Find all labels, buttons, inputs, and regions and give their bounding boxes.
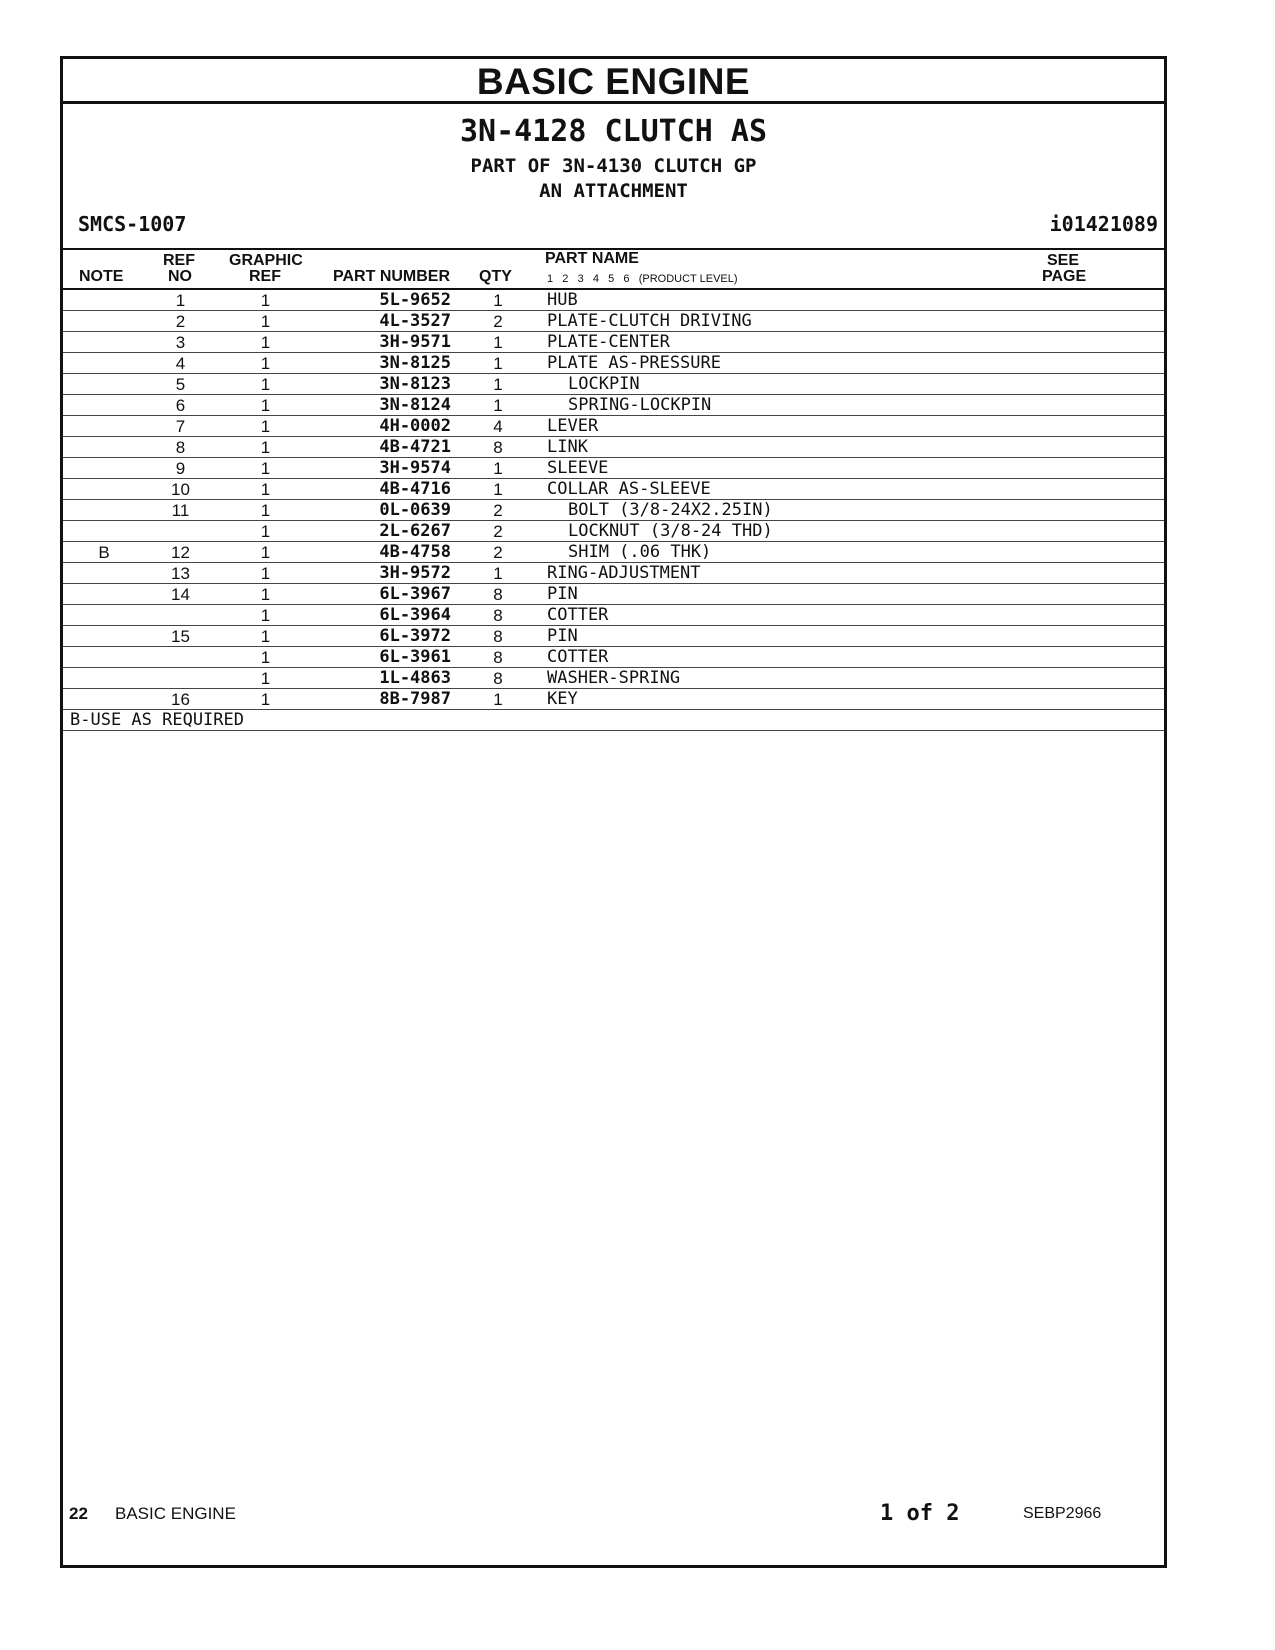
col-see-bottom: PAGE xyxy=(1042,268,1087,285)
part-name-cell: COLLAR AS-SLEEVE xyxy=(547,479,711,499)
col-qty: QTY xyxy=(479,268,512,285)
table-row xyxy=(63,311,1164,332)
graphic-ref-cell: 1 xyxy=(260,354,271,373)
graphic-ref-cell: 1 xyxy=(260,480,271,499)
part-name-cell: BOLT (3/8-24X2.25IN) xyxy=(568,500,773,520)
ref-number-cell: 9 xyxy=(175,459,186,478)
footnote-row xyxy=(63,710,1164,731)
quantity-cell: 1 xyxy=(493,396,503,415)
ref-number-cell: 8 xyxy=(175,438,186,457)
part-name-cell: PLATE-CENTER xyxy=(547,332,670,352)
table-row xyxy=(63,563,1164,584)
part-name-cell: PLATE-CLUTCH DRIVING xyxy=(547,311,752,331)
part-name-cell: SHIM (.06 THK) xyxy=(568,542,712,562)
table-row xyxy=(63,668,1164,689)
graphic-ref-cell: 1 xyxy=(260,522,271,541)
ref-number-cell: 7 xyxy=(175,417,186,436)
col-graphic-top: GRAPHIC xyxy=(229,252,303,269)
graphic-ref-cell: 1 xyxy=(260,543,271,562)
code-line xyxy=(63,212,1164,240)
footnote-text: B-USE AS REQUIRED xyxy=(70,710,244,730)
table-row xyxy=(63,626,1164,647)
part-number-cell: 3N-8124 xyxy=(379,395,451,415)
part-number-cell: 5L-9652 xyxy=(379,290,451,310)
part-number-cell: 1L-4863 xyxy=(379,668,451,688)
document-reference: i01421089 xyxy=(1049,212,1158,236)
section-title: BASIC ENGINE xyxy=(63,59,1164,104)
part-number-cell: 4L-3527 xyxy=(379,311,451,331)
table-row xyxy=(63,500,1164,521)
part-name-cell: PIN xyxy=(547,626,578,646)
col-graphic-bottom: REF xyxy=(249,268,281,285)
col-see-top: SEE xyxy=(1047,252,1080,269)
graphic-ref-cell: 1 xyxy=(260,585,271,604)
quantity-cell: 1 xyxy=(493,480,503,499)
quantity-cell: 8 xyxy=(493,585,503,604)
graphic-ref-cell: 1 xyxy=(260,648,271,667)
col-note: NOTE xyxy=(79,268,124,285)
part-number-cell: 4H-0002 xyxy=(379,416,451,436)
part-of-line: PART OF 3N-4130 CLUTCH GP xyxy=(470,155,757,177)
table-row xyxy=(63,542,1164,563)
part-name-cell: LINK xyxy=(547,437,588,457)
quantity-cell: 8 xyxy=(493,606,503,625)
part-name-cell: LOCKPIN xyxy=(568,374,640,394)
ref-number-cell: 2 xyxy=(175,312,186,331)
part-number-cell: 3N-8125 xyxy=(379,353,451,373)
parts-table xyxy=(63,290,1164,731)
col-part-number: PART NUMBER xyxy=(333,268,451,285)
part-number-cell: 4B-4758 xyxy=(379,542,451,562)
quantity-cell: 1 xyxy=(493,291,503,310)
part-number-cell: 8B-7987 xyxy=(379,689,451,709)
graphic-ref-cell: 1 xyxy=(260,438,271,457)
part-name-cell: HUB xyxy=(547,290,578,310)
footer-sheet: 1 of 2 xyxy=(880,1501,960,1526)
part-number-cell: 6L-3967 xyxy=(379,584,451,604)
ref-number-cell: 11 xyxy=(171,501,190,520)
ref-number-cell: 6 xyxy=(175,396,186,415)
part-name-cell: KEY xyxy=(547,689,578,709)
quantity-cell: 2 xyxy=(493,522,503,541)
table-row xyxy=(63,584,1164,605)
ref-number-cell: 4 xyxy=(175,354,186,373)
part-number-cell: 2L-6267 xyxy=(379,521,451,541)
quantity-cell: 2 xyxy=(493,501,503,520)
col-part-name: PART NAME xyxy=(545,250,639,267)
part-number-cell: 3H-9572 xyxy=(379,563,451,583)
table-row xyxy=(63,437,1164,458)
attachment-line: AN ATTACHMENT xyxy=(539,180,688,202)
quantity-cell: 2 xyxy=(493,543,503,562)
part-name-cell: LEVER xyxy=(547,416,599,436)
page-footer xyxy=(0,1500,1275,1528)
part-name-cell: PLATE AS-PRESSURE xyxy=(547,353,721,373)
ref-number-cell: 13 xyxy=(171,564,190,583)
table-row xyxy=(63,290,1164,311)
ref-number-cell: 10 xyxy=(171,480,190,499)
graphic-ref-cell: 1 xyxy=(260,375,271,394)
table-row xyxy=(63,353,1164,374)
quantity-cell: 1 xyxy=(493,354,503,373)
table-header xyxy=(63,248,1164,290)
part-number-cell: 0L-0639 xyxy=(379,500,451,520)
table-row xyxy=(63,521,1164,542)
part-number-cell: 4B-4716 xyxy=(379,479,451,499)
table-row xyxy=(63,689,1164,710)
graphic-ref-cell: 1 xyxy=(260,333,271,352)
part-number-cell: 3N-8123 xyxy=(379,374,451,394)
table-row xyxy=(63,647,1164,668)
ref-number-cell: 14 xyxy=(171,585,190,604)
part-name-cell: PIN xyxy=(547,584,578,604)
footer-doc-number: SEBP2966 xyxy=(1023,1505,1102,1522)
table-row xyxy=(63,605,1164,626)
footer-section: BASIC ENGINE xyxy=(115,1504,236,1523)
ref-number-cell: 5 xyxy=(175,375,186,394)
graphic-ref-cell: 1 xyxy=(260,396,271,415)
part-number-cell: 6L-3972 xyxy=(379,626,451,646)
part-name-cell: RING-ADJUSTMENT xyxy=(547,563,701,583)
graphic-ref-cell: 1 xyxy=(260,312,271,331)
part-name-cell: COTTER xyxy=(547,605,609,625)
graphic-ref-cell: 1 xyxy=(260,669,271,688)
part-number-cell: 3H-9571 xyxy=(379,332,451,352)
ref-number-cell: 3 xyxy=(175,333,186,352)
quantity-cell: 1 xyxy=(493,333,503,352)
page-frame xyxy=(60,56,1167,1568)
graphic-ref-cell: 1 xyxy=(260,564,271,583)
quantity-cell: 8 xyxy=(493,669,503,688)
quantity-cell: 8 xyxy=(493,627,503,646)
part-name-cell: SPRING-LOCKPIN xyxy=(568,395,712,415)
part-name-cell: SLEEVE xyxy=(547,458,609,478)
part-number-cell: 3H-9574 xyxy=(379,458,451,478)
graphic-ref-cell: 1 xyxy=(260,459,271,478)
graphic-ref-cell: 1 xyxy=(260,291,271,310)
table-row xyxy=(63,479,1164,500)
part-name-cell: LOCKNUT (3/8-24 THD) xyxy=(568,521,773,541)
part-number-cell: 6L-3961 xyxy=(379,647,451,667)
table-row xyxy=(63,416,1164,437)
quantity-cell: 8 xyxy=(493,438,503,457)
quantity-cell: 1 xyxy=(493,375,503,394)
col-product-levels: 1 2 3 4 5 6 (PRODUCT LEVEL) xyxy=(547,273,738,285)
assembly-title: 3N-4128 CLUTCH AS xyxy=(459,114,768,149)
quantity-cell: 1 xyxy=(493,459,503,478)
table-row xyxy=(63,395,1164,416)
ref-number-cell: 15 xyxy=(171,627,190,646)
graphic-ref-cell: 1 xyxy=(260,417,271,436)
table-row xyxy=(63,374,1164,395)
graphic-ref-cell: 1 xyxy=(260,627,271,646)
quantity-cell: 1 xyxy=(493,564,503,583)
col-ref-bottom: NO xyxy=(168,268,192,285)
quantity-cell: 4 xyxy=(493,417,503,436)
graphic-ref-cell: 1 xyxy=(260,501,271,520)
part-name-cell: WASHER-SPRING xyxy=(547,668,681,688)
quantity-cell: 1 xyxy=(493,690,503,709)
ref-number-cell: 12 xyxy=(171,543,190,562)
ref-number-cell: 16 xyxy=(171,690,190,709)
graphic-ref-cell: 1 xyxy=(260,606,271,625)
footer-page-number: 22 xyxy=(69,1504,88,1523)
smcs-code: SMCS-1007 xyxy=(78,212,187,236)
part-number-cell: 4B-4721 xyxy=(379,437,451,457)
col-ref-top: REF xyxy=(163,252,195,269)
graphic-ref-cell: 1 xyxy=(260,690,271,709)
part-number-cell: 6L-3964 xyxy=(379,605,451,625)
note-cell: B xyxy=(98,543,110,562)
ref-number-cell: 1 xyxy=(175,291,186,310)
quantity-cell: 2 xyxy=(493,312,503,331)
quantity-cell: 8 xyxy=(493,648,503,667)
part-name-cell: COTTER xyxy=(547,647,609,667)
table-row xyxy=(63,332,1164,353)
table-row xyxy=(63,458,1164,479)
